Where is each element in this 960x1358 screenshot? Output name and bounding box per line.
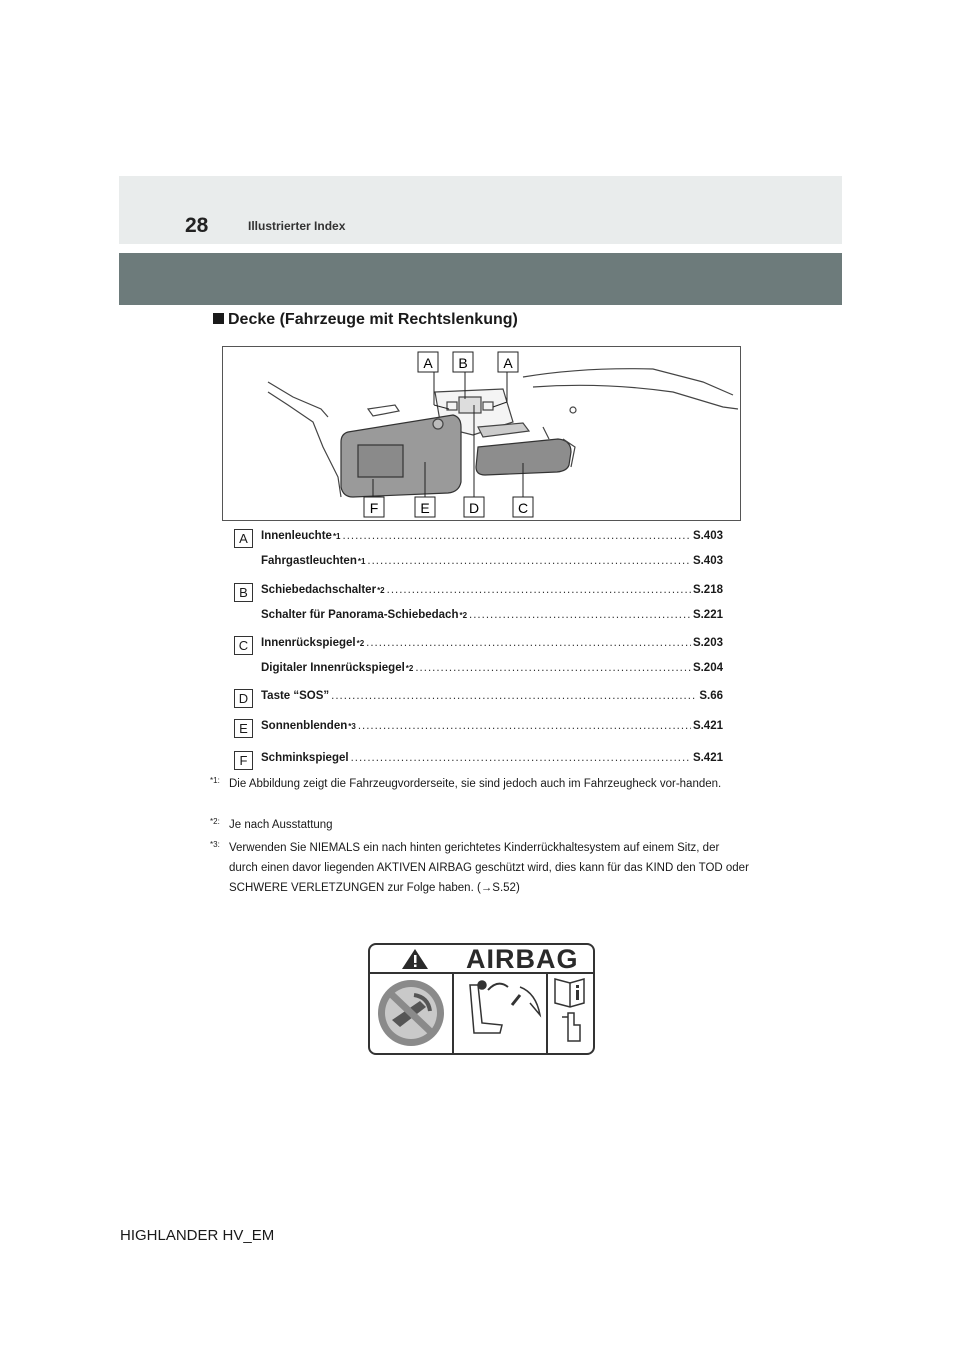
- section-title: Illustrierter Index: [248, 219, 346, 233]
- entry-badge-f: F: [234, 751, 253, 770]
- entry-schminkspiegel[interactable]: Schminkspiegel ..... S.421: [261, 752, 723, 764]
- figure-label-f: F: [369, 500, 379, 516]
- page-ref[interactable]: S.221: [692, 609, 723, 621]
- page-number: 28: [185, 214, 209, 237]
- leader-dots: [358, 720, 691, 732]
- figure-label-e: E: [420, 500, 430, 516]
- entry-innenrueckspiegel[interactable]: Innenrückspiegel *2 ..... S.203: [261, 637, 723, 649]
- figure-label-c: C: [517, 500, 529, 516]
- entry-badge-b: B: [234, 583, 253, 602]
- page-ref[interactable]: S.218: [692, 584, 723, 596]
- square-bullet-icon: [213, 313, 224, 324]
- airbag-word: AIRBAG: [466, 944, 579, 974]
- leader-dots: [415, 662, 691, 674]
- entry-schiebedachschalter[interactable]: Schiebedachschalter *2 ..... S.218: [261, 584, 723, 596]
- leader-dots: [331, 690, 697, 702]
- page-ref[interactable]: S.203: [692, 637, 723, 649]
- entry-taste-sos[interactable]: Taste “SOS” ..... S.66: [261, 690, 723, 702]
- entry-badge-d: D: [234, 689, 253, 708]
- ceiling-drawing: [223, 347, 740, 520]
- leader-dots: [469, 609, 691, 621]
- page-ref[interactable]: S.204: [692, 662, 723, 674]
- entry-badge-e: E: [234, 719, 253, 738]
- seat-airbag-icon: [470, 981, 540, 1033]
- footer-model: HIGHLANDER HV_EM: [120, 1227, 275, 1244]
- page-ref[interactable]: S.403: [692, 555, 723, 567]
- warning-triangle-icon: [402, 949, 428, 969]
- figure-label-a1: A: [423, 355, 433, 371]
- footnote-2: *2: Je nach Ausstattung: [210, 817, 333, 831]
- figure-label-a2: A: [503, 355, 513, 371]
- page-ref[interactable]: S.421: [692, 752, 723, 764]
- subsection-heading-text: Decke (Fahrzeuge mit Rechtslenkung): [228, 311, 518, 328]
- entry-sonnenblenden[interactable]: Sonnenblenden *3 ..... S.421: [261, 720, 723, 732]
- leader-dots: [387, 584, 691, 596]
- footnote-3: *3: Verwenden Sie NIEMALS ein nach hinten gerichtetes Kinderrückhaltesystem auf einem Sitz, der durch einen davor liegenden AKTIVEN AIRBAG geschützt wird, dies kann für das KIND den TOD oder SCHWERE VERLETZUNGEN zur Folge haben. (→S.52): [210, 840, 749, 894]
- page-ref[interactable]: S.403: [692, 530, 723, 542]
- header-bar: [119, 253, 842, 305]
- no-rear-facing-child-seat-icon: [378, 980, 444, 1046]
- entry-panorama-schiebedach[interactable]: Schalter für Panorama-Schiebedach *2 ..... S.221: [261, 609, 723, 621]
- leader-dots: [366, 637, 691, 649]
- ceiling-illustration: [222, 346, 741, 521]
- leader-dots: [351, 752, 691, 764]
- entry-badge-a: A: [234, 529, 253, 548]
- leader-dots: [343, 530, 691, 542]
- page-ref[interactable]: S.421: [692, 720, 723, 732]
- figure-label-d: D: [468, 500, 480, 516]
- figure-label-b: B: [458, 355, 468, 371]
- read-manual-icon: [555, 979, 584, 1041]
- entry-innenleuchte[interactable]: Innenleuchte *1 ..... S.403: [261, 530, 723, 542]
- entry-badge-c: C: [234, 636, 253, 655]
- leader-dots: [367, 555, 691, 567]
- page-ref[interactable]: S.66: [699, 690, 723, 702]
- header-band: [119, 176, 842, 244]
- subsection-heading: [213, 311, 518, 329]
- footnote-1: *1: Die Abbildung zeigt die Fahrzeugvorderseite, sie sind jedoch auch im Fahrzeugheck vor-handen.: [210, 776, 722, 790]
- entry-fahrgastleuchten[interactable]: Fahrgastleuchten *1 ..... S.403: [261, 555, 723, 567]
- entry-digitaler-innenrueckspiegel[interactable]: Digitaler Innenrückspiegel *2 ..... S.204: [261, 662, 723, 674]
